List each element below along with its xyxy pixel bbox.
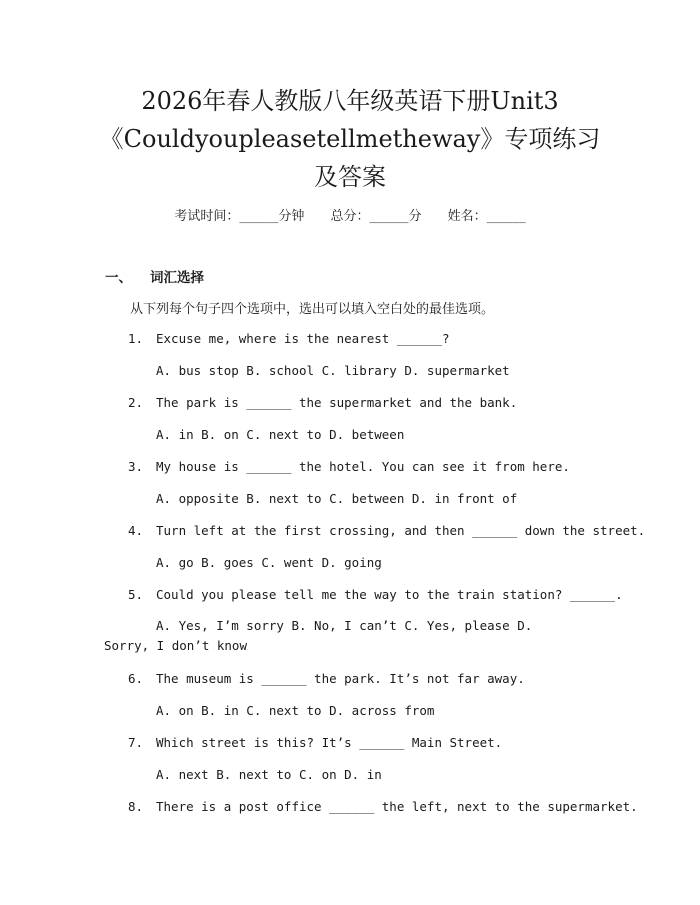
question-number: 4. [128, 523, 144, 538]
question-text: Could you please tell me the way to the train station? ______. [156, 587, 623, 602]
question-item [128, 331, 450, 346]
question-item [128, 671, 525, 686]
section-number: 一、 [105, 270, 132, 286]
question-options: A. bus stop B. school C. library D. supermarket [156, 363, 510, 378]
question-options: A. opposite B. next to C. between D. in front of [156, 491, 518, 506]
question-options: A. Yes, I’m sorry B. No, I can’t C. Yes, please D. Sorry, I don’t know [104, 618, 533, 653]
question-options: A. go B. goes C. went D. going [156, 555, 382, 570]
title-line-3: 及答案 [314, 163, 386, 191]
question-options: A. next B. next to C. on D. in [156, 767, 382, 782]
question-number: 3. [128, 459, 144, 474]
question-item [128, 799, 638, 814]
question-options: A. on B. in C. next to D. across from [156, 703, 435, 718]
question-text: There is a post office ______ the left, next to the supermarket. [156, 799, 638, 814]
question-text: Excuse me, where is the nearest ______? [156, 331, 450, 346]
question-item [128, 587, 623, 602]
question-number: 5. [128, 587, 144, 602]
exam-score: 总分：______分 [330, 209, 422, 224]
question-text: Turn left at the first crossing, and then ______ down the street. [156, 523, 646, 538]
title-line-2: 《Couldyoupleasetellmetheway》专项练习 [99, 125, 601, 153]
title-line-1: 2026年春人教版八年级英语下册Unit3 [141, 87, 559, 115]
question-item [128, 735, 502, 750]
section-heading [105, 266, 204, 286]
question-item [128, 395, 517, 410]
exam-time: 考试时间：______分钟 [174, 209, 305, 224]
section-title: 词汇选择 [150, 270, 204, 286]
question-number: 2. [128, 395, 144, 410]
question-text: My house is ______ the hotel. You can see it from here. [156, 459, 570, 474]
section-instruction: 从下列每个句子四个选项中，选出可以填入空白处的最佳选项。 [130, 302, 495, 317]
question-text: The park is ______ the supermarket and the bank. [156, 395, 518, 410]
question-text: The museum is ______ the park. It’s not far away. [156, 671, 525, 686]
student-name: 姓名：______ [447, 209, 526, 224]
exam-meta [0, 205, 700, 224]
question-number: 8. [128, 799, 144, 814]
question-number: 6. [128, 671, 144, 686]
question-item [128, 523, 645, 538]
question-text: Which street is this? It’s ______ Main Street. [156, 735, 503, 750]
document-title [60, 82, 640, 196]
question-number: 1. [128, 331, 144, 346]
question-item [128, 459, 570, 474]
question-options: A. in B. on C. next to D. between [156, 427, 405, 442]
question-number: 7. [128, 735, 144, 750]
